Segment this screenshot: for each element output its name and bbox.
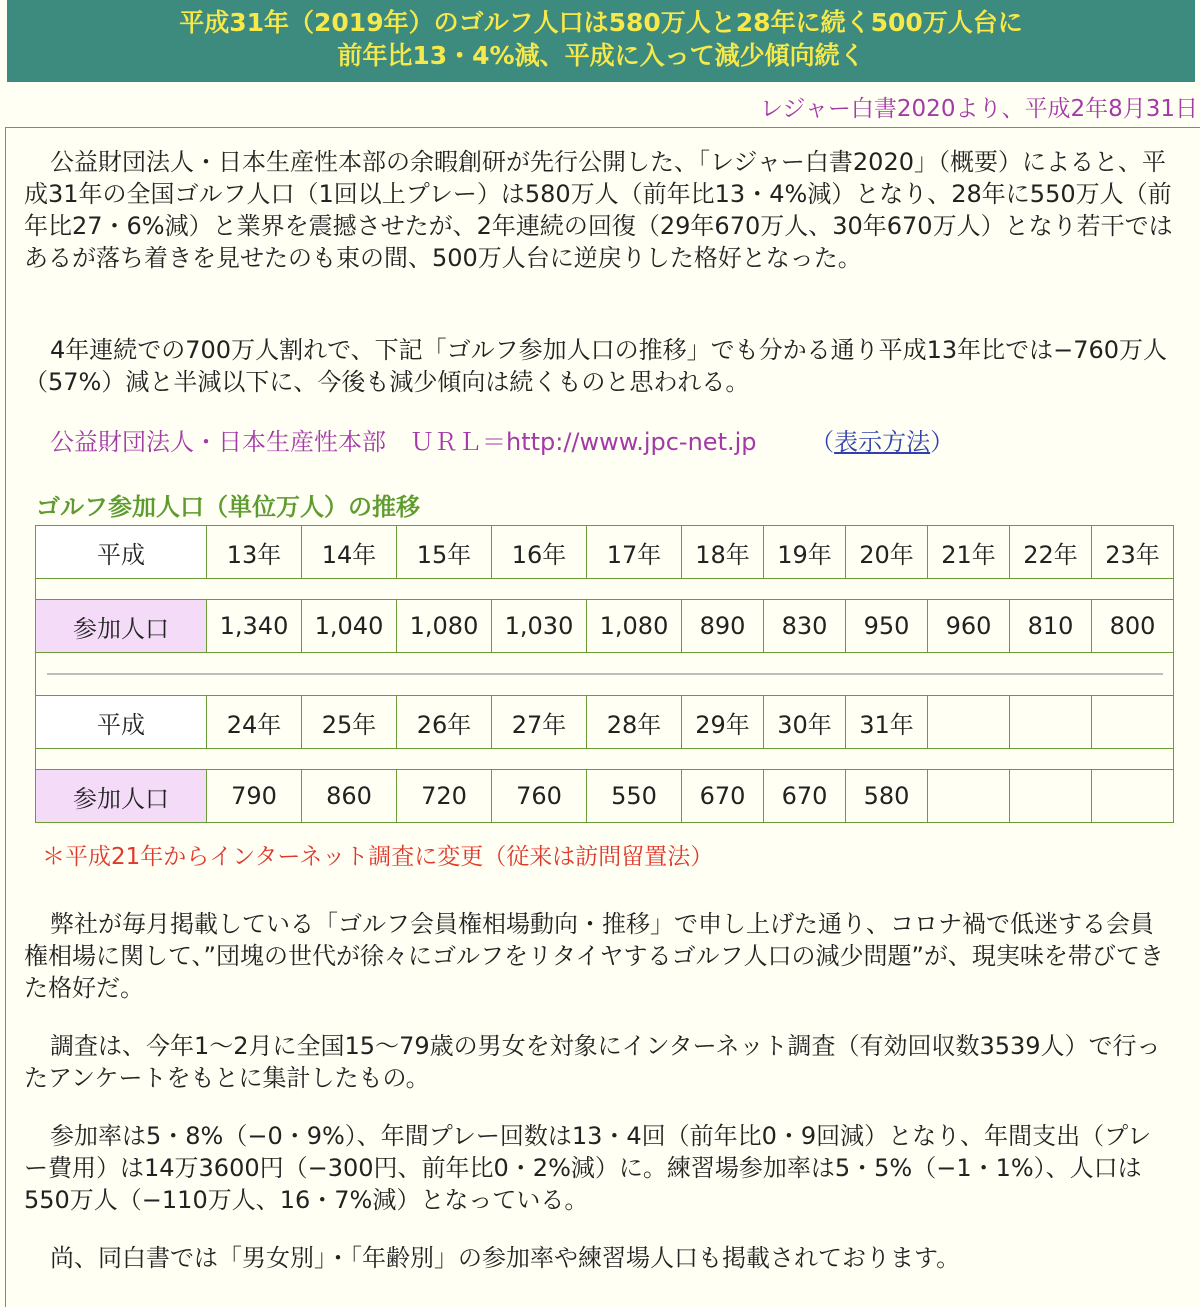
era-label-1: 平成 [36,526,207,579]
paragraph-3: 弊社が毎月掲載している「ゴルフ会員権相場動向・推移」で申し上げた通り、コロナ禍で低迷する会員権相場に関して、”団塊の世代が徐々にゴルフをリタイヤするゴルフ人口の減少問題”が、現実味を帯びてきた格好だ。 [24,910,1164,1002]
display-method-close: ） [930,428,955,456]
paragraph-5: 参加率は5・8%（−0・9%）、年間プレー回数は13・4回（前年比0・9回減）となり、年間支出（プレー費用）は14万3600円（−300円、前年比0・2%減）に。練習場参加率は5・5%（−1・1%）、人口は550万人（−110万人、16・7%減）となっている。 [24,1122,1152,1214]
year-cell: 31年 [846,696,928,749]
golf-population-table [35,525,1174,823]
year-cell: 24年 [207,696,302,749]
year-cell [1010,696,1092,749]
year-cell: 21年 [928,526,1010,579]
display-method [810,428,954,456]
value-cell: 550 [587,770,682,823]
population-label-1: 参加人口 [36,600,207,653]
table-title: ゴルフ参加人口（単位万人）の推移 [36,493,420,521]
source-date: レジャー白書2020より、平成2年8月31日 [759,96,1198,122]
year-cell: 27年 [492,696,587,749]
gap-cell [36,579,1174,600]
era-label-2: 平成 [36,696,207,749]
value-cell: 580 [846,770,928,823]
value-cell: 860 [302,770,397,823]
gap-row [36,749,1174,770]
year-cell: 18年 [682,526,764,579]
gap-row [36,579,1174,600]
survey-method-note: ＊平成21年からインターネット調査に変更（従来は訪問留置法） [42,844,714,870]
value-cell [1010,770,1092,823]
org-link-line [50,422,954,457]
separator-cell [36,653,1174,696]
year-cell: 17年 [587,526,682,579]
value-cell: 720 [397,770,492,823]
year-cell: 20年 [846,526,928,579]
year-row-1 [36,526,1174,579]
population-label-2: 参加人口 [36,770,207,823]
separator-line [47,673,1163,675]
year-cell: 16年 [492,526,587,579]
separator-row [36,653,1174,696]
year-cell: 13年 [207,526,302,579]
year-cell: 14年 [302,526,397,579]
value-cell: 810 [1010,600,1092,653]
value-cell [928,770,1010,823]
display-method-link[interactable]: 表示方法 [834,428,931,456]
headline-line-2: 前年比13・4%減、平成に入って減少傾向続く [337,41,865,70]
year-cell: 23年 [1092,526,1174,579]
value-cell: 830 [764,600,846,653]
value-cell: 950 [846,600,928,653]
paragraph-1: 公益財団法人・日本生産性本部の余暇創研が先行公開した、「レジャー白書2020」（概要）によると、平成31年の全国ゴルフ人口（1回以上プレー）は580万人（前年比13・4%減）となり、28年に550万人（前年比27・6%減）と業界を震撼させたが、2年連続の回復（29年670万人、30年670万人）となり若干ではあるが落ち着きを見せたのも束の間、500万人台に逆戻りした格好となった。 [24,148,1173,272]
headline-banner [7,0,1195,82]
value-cell: 1,040 [302,600,397,653]
year-cell [1092,696,1174,749]
value-cell: 1,340 [207,600,302,653]
year-cell: 30年 [764,696,846,749]
value-cell: 800 [1092,600,1174,653]
paragraph-6: 尚、同白書では「男女別」・「年齢別」の参加率や練習場人口も掲載されております。 [50,1244,961,1272]
value-row-2 [36,770,1174,823]
year-cell: 15年 [397,526,492,579]
value-row-1 [36,600,1174,653]
year-cell: 22年 [1010,526,1092,579]
value-cell: 960 [928,600,1010,653]
value-cell: 1,030 [492,600,587,653]
value-cell: 670 [764,770,846,823]
headline-line-1: 平成31年（2019年）のゴルフ人口は580万人と28年に続く500万人台に [179,8,1023,37]
value-cell: 1,080 [587,600,682,653]
value-cell: 790 [207,770,302,823]
year-cell: 25年 [302,696,397,749]
year-cell: 28年 [587,696,682,749]
year-cell [928,696,1010,749]
year-cell: 19年 [764,526,846,579]
paragraph-4: 調査は、今年1〜2月に全国15〜79歳の男女を対象にインターネット調査（有効回収数3539人）で行ったアンケートをもとに集計したもの。 [24,1032,1161,1092]
value-cell: 670 [682,770,764,823]
value-cell: 1,080 [397,600,492,653]
display-method-open: （ [810,428,835,456]
org-url-text: 公益財団法人・日本生産性本部 ＵＲＬ＝http://www.jpc-net.jp [50,428,757,456]
value-cell: 760 [492,770,587,823]
year-cell: 29年 [682,696,764,749]
gap-cell [36,749,1174,770]
paragraph-2: 4年連続での700万人割れで、下記「ゴルフ参加人口の推移」でも分かる通り平成13年比では−760万人（57%）減と半減以下に、今後も減少傾向は続くものと思われる。 [24,336,1168,396]
value-cell [1092,770,1174,823]
value-cell: 890 [682,600,764,653]
year-cell: 26年 [397,696,492,749]
year-row-2 [36,696,1174,749]
